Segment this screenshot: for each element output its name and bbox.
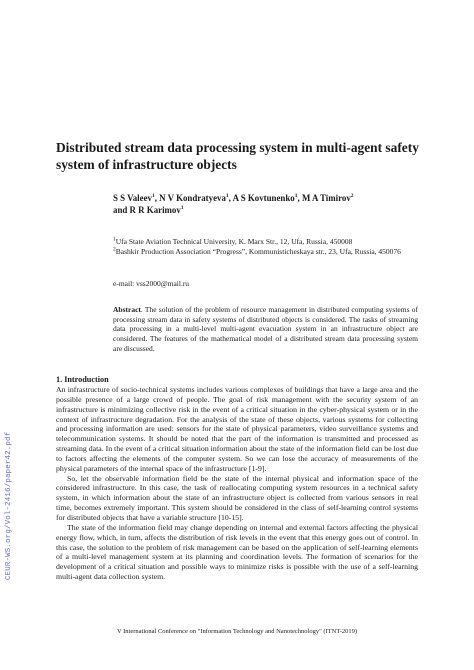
side-stamp	[5, 350, 15, 580]
section-heading: 1. Introduction	[56, 375, 109, 384]
side-stamp-text: CEUR-WS.org/Vol-2416/paper42.pdf	[5, 431, 13, 580]
author-name: R R Karimov	[129, 204, 181, 215]
author-name: S S Valeev	[113, 193, 152, 203]
affiliation-text: Ufa State Aviation Technical University, K. Marx Str., 12, Ufa, Russia, 450008	[115, 237, 353, 246]
abstract-label: Abstract	[113, 305, 141, 314]
author-affiliation-marker: 2	[350, 193, 354, 200]
author-name: M A Timirov	[301, 193, 351, 203]
author-affiliation-marker: 1	[294, 193, 298, 200]
page-footer: V International Conference on "Information Technology and Nanotechnology" (ITNT-2019)	[116, 628, 358, 635]
abstract-text: . The solution of the problem of resource management in distributed computing systems of processing stream data in safety systems of distributed objects is considered. The tasks of streaming data processing in a multi-level multi-agent evacuation system in an infrastructure object are considered. The features of the mathematical model of a distributed stream data processing system are discussed.	[113, 305, 418, 353]
abstract	[113, 305, 418, 354]
paper-title: Distributed stream data processing system in multi-agent safety system of infrastructure objects	[56, 140, 419, 172]
author-affiliation-marker: 1	[225, 193, 229, 200]
author-affiliation-marker: 1	[180, 204, 184, 211]
author-affiliation-marker: 1	[151, 193, 155, 200]
affiliation-text: Bashkir Production Association “Progress”, Kommunisticheskaya str., 23, Ufa, Russia, 450076	[115, 246, 401, 256]
affiliation-marker: 2	[113, 246, 116, 253]
author-name: N V Kondratyeva	[159, 193, 226, 203]
contact-email: e-mail: vss2000@mail.ru	[113, 279, 190, 288]
affiliations	[113, 237, 418, 256]
body-text	[56, 385, 418, 582]
body-paragraph: An infrastructure of socio-technical systems includes various complexes of buildings that have a large area and the possible presence of a large crowd of people. The goal of risk management with the security system of an infrastructure is minimizing collective risk in the event of a critical situation in the cyber-physical system or in the context of infrastructure degradation. For the analysis of the state of these objects, various systems for collecting and processing information are used: sensors for the state of physical parameters, video surveillance systems and telecommunication systems. It should be noted that the part of the information is transmitted and processed as streaming data. In the event of a critical situation information about the state of the information field can be lost due to factors affecting the elements of the computer system. So we can lose the accuracy of measurements of the physical parameters of the internal space of the infrastructure [1-9].	[56, 385, 418, 473]
author-list: S S Valeev$^1$, N V Kondratyeva$^1$, A S Kovtunenko$^1$, M A Timirov$^2$ and R R Karimov$^1$	[113, 193, 354, 215]
body-paragraph: The state of the information field may change depending on internal and external factors affecting the physical energy flow, which, in turn, affects the distribution of risk levels in the event that this energy goes out of control. In this case, the solution to the problem of risk management can be based on the application of self-learning elements of a multi-level management system at its planning and coordination levels. The formation of scenarios for the development of a critical situation and possible ways to minimize risks is possible with the use of a self-learning multi-agent data collection system.	[56, 522, 418, 582]
author-name: A S Kovtunenko	[232, 193, 295, 203]
affiliation-item	[113, 247, 418, 257]
author-conjunction: and	[113, 204, 130, 215]
body-paragraph: So, let the observable information field be the state of the internal physical and information space of the considered infrastructure. In this case, the task of reallocating computing system resources in a technical safety system, in which information about the state of an infrastructure object is collected from various sensors in real time, becomes extremely important. This system should be considered in the class of self-learning control systems for distributed objects that have a variable structure [10-15].	[56, 473, 418, 522]
affiliation-item	[113, 237, 418, 247]
affiliation-marker: 1	[113, 236, 116, 243]
